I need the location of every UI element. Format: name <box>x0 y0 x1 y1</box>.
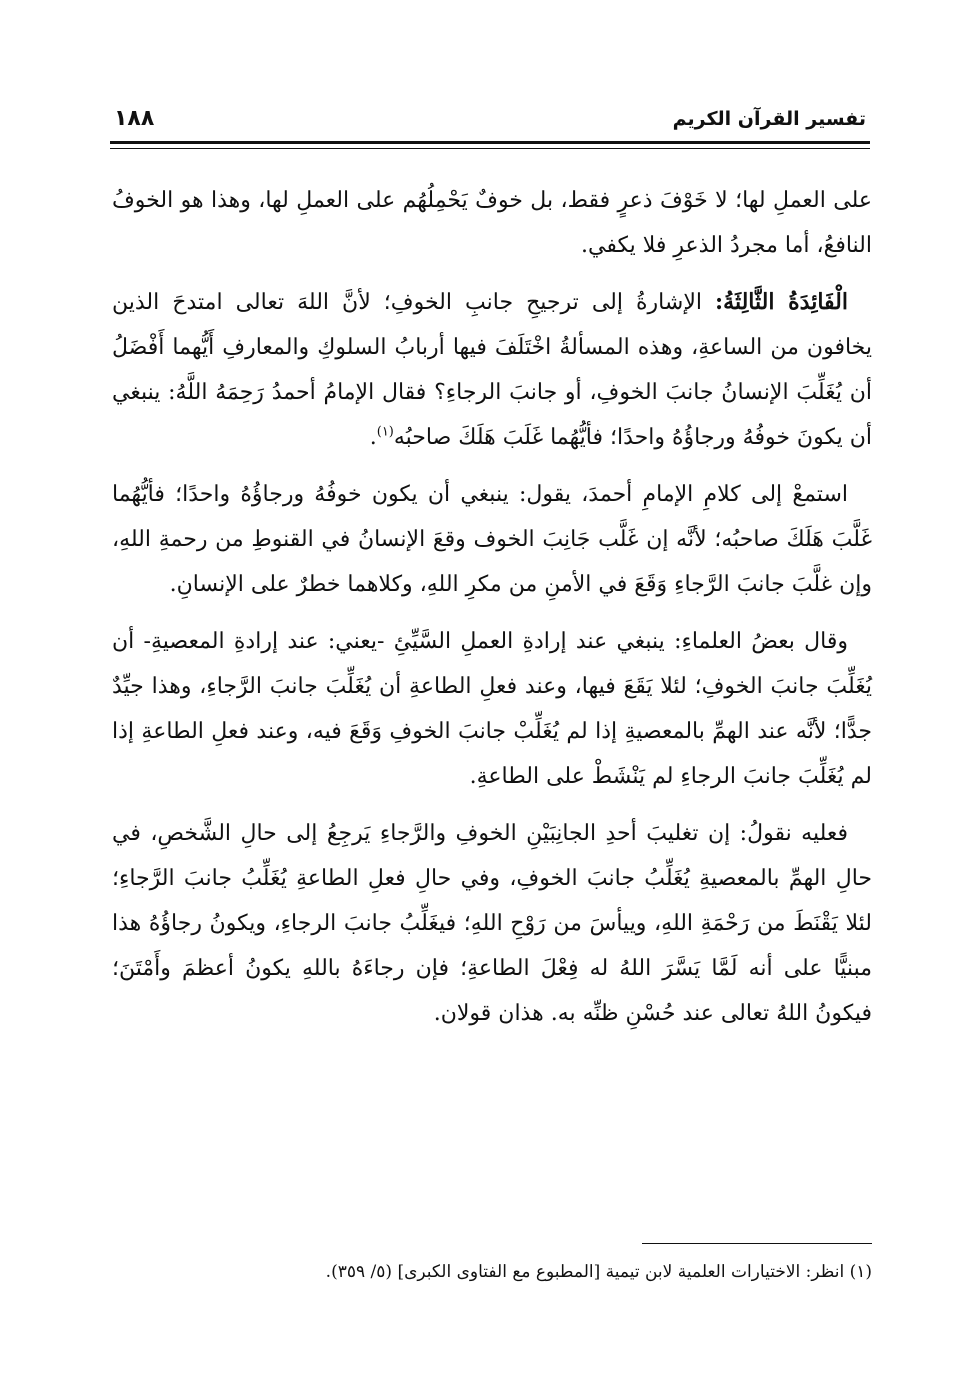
page-number: ١٨٨ <box>114 106 155 131</box>
paragraph-text: على العملِ لها؛ لا خَوْفَ ذعرٍ فقط، بل خوفٌ يَحْمِلُهُم على العملِ لها، وهذا هو الخوفُ النافعُ، أما مجردُ الذعرِ فلا يكفي. <box>112 188 872 258</box>
paragraph-1 <box>112 178 872 268</box>
paragraph-tail: . <box>369 425 377 450</box>
footnote: (١) انظر: الاختيارات العلمية لابن تيمية [المطبوع مع الفتاوى الكبرى] (٥/ ٣٥٩). <box>325 1262 872 1282</box>
header-rule <box>110 141 870 144</box>
footnote-separator <box>642 1243 872 1244</box>
page-header <box>110 96 870 144</box>
paragraph-text: وقال بعضُ العلماءِ: ينبغي عند إرادةِ العملِ السَّيِّئِ -يعني: عند إرادةِ المعصيةِ- أن يُغَلِّبَ جانبَ الخوفِ؛ لئلا يَقَعَ فيها، وعند فعلِ الطاعةِ أن يُغَلِّبَ جانبَ الرَّجاءِ، وهذا جيِّدٌ جدًّا؛ لأنَّه عند الهمِّ بالمعصيةِ إذا لم يُغَلِّبْ جانبَ الخوفِ وَقَعَ فيه، وعند فعلِ الطاعةِ إذا لم يُغَلِّبَ جانبَ الرجاءِ لم يَنْشَطْ على الطاعةِ. <box>112 629 872 789</box>
paragraph-3 <box>112 472 872 607</box>
body-text <box>112 178 872 1048</box>
paragraph-2 <box>112 280 872 460</box>
section-lead: الْفَائِدَةُ الثَّالِثَةُ: <box>715 289 848 315</box>
header-rule-thin <box>110 148 870 149</box>
paragraph-5 <box>112 811 872 1036</box>
footnote-mark: (١) <box>376 424 394 440</box>
paragraph-4 <box>112 619 872 799</box>
running-title: تفسير القرآن الكريم <box>672 108 866 130</box>
paragraph-text: فعليه نقولُ: إن تغليبَ أحدِ الجانِبَيْنِ الخوفِ والرَّجاءِ يَرجِعُ إلى حالِ الشَّخصِ، في حالِ الهمِّ بالمعصيةِ يُغَلِّبُ جانبَ الخوفِ، وفي حالِ فعلِ الطاعةِ يُغَلِّبُ جانبَ الرَّجاءِ؛ لئلا يَقْنَطَ من رَحْمَةِ اللهِ، وييأسَ من رَوْحِ اللهِ؛ فيغَلِّبُ جانبَ الرجاءِ، ويكونُ رجاؤُهُ هذا مبنيًّا على أنه لَمَّا يَسَّرَ اللهُ له فِعْلَ الطاعةِ؛ فإن رجاءَهُ باللهِ يكونُ أعظمَ وأَمْتَنَ؛ فيكونُ اللهُ تعالى عند حُسْنِ ظنِّه به. هذان قولان. <box>112 821 872 1026</box>
paragraph-text: الإشارةُ إلى ترجيحِ جانبِ الخوفِ؛ لأنَّ اللهَ تعالى امتدحَ الذين يخافون من الساعةِ، وهذه المسألةُ اخْتَلَفَ فيها أربابُ السلوكِ والمعارفِ أَيُّهما أَفْضَلُ أن يُغَلِّبَ الإنسانُ جانبَ الخوفِ، أو جانبَ الرجاءِ؟ فقال الإمامُ أحمدُ رَحِمَهُ اللَّهُ: ينبغي أن يكونَ خوفُهُ ورجاؤُهُ واحدًا؛ فأيُّهُما غَلَبَ هَلَكَ صاحبُه <box>112 290 872 450</box>
paragraph-text: استمعْ إلى كلامِ الإمامِ أحمدَ، يقول: ينبغي أن يكون خوفُهُ ورجاؤُهُ واحدًا؛ فأيُّهُما غَلَّبَ هَلَكَ صاحبُه؛ لأنَّه إن غَلَّب جَانِبَ الخوف وقعَ الإنسانُ في القنوطِ من رحمةِ اللهِ، وإن غلَّبَ جانبَ الرَّجاءِ وَقَعَ في الأمنِ من مكرِ اللهِ، وكلاهما خطرٌ على الإنسانِ. <box>112 482 872 597</box>
